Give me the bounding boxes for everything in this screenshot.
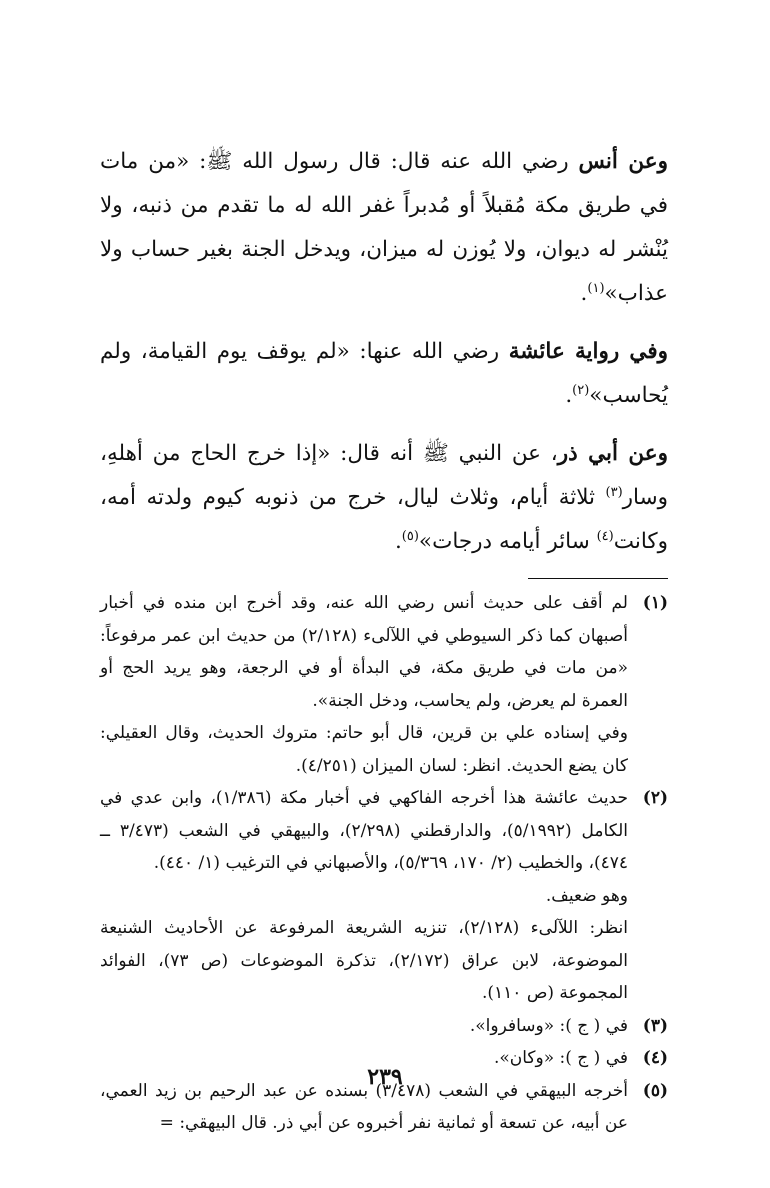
footnote-text: وهو ضعيف. <box>545 885 628 906</box>
footnote-text: لم أقف على حديث أنس رضي الله عنه، وقد أخرج ابن منده في أخبار أصبهان كما ذكر السيوطي في اللآلىء (٢/١٢٨) من حديث ابن عمر مرفوعاً: «من مات في طريق مكة، في البدأة أو في الرجعة، وهو يريد الحج أو العمرة لم يعرض، ولم يحاسب، ودخل الجنة». <box>100 593 628 711</box>
footnote-body <box>100 1010 628 1043</box>
footnote-ref[interactable]: (٢) <box>572 382 590 398</box>
footnotes <box>100 587 668 1140</box>
footnote-number: (٥) <box>642 1080 668 1101</box>
footnote-number: (٣) <box>642 1015 668 1036</box>
hadith-paragraph-abu-dharr <box>100 432 668 564</box>
footnote-text: وفي إسناده علي بن قرين، قال أبو حاتم: متروك الحديث، وقال العقيلي: كان يضع الحديث. انظر: لسان الميزان (٤/٢٥١). <box>100 723 628 776</box>
paragraph-text: سائر أيامه درجات» <box>418 529 597 554</box>
footnote-ref[interactable]: (٥) <box>401 528 419 544</box>
footnote-text: انظر: اللآلىء (٢/١٢٨)، تنزيه الشريعة المرفوعة عن الأحاديث الشنيعة الموضوعة، لابن عراق (٢/١٧٢)، تذكرة الموضوعات (ص ٧٣)، الفوائد المجموعة (ص ١١٠). <box>100 918 629 1003</box>
paragraph-text: ، عن النبي ﷺ أنه قال: «إذا خرج الحاج من أهلهِ، وسار <box>100 441 668 510</box>
hadith-paragraph-aisha <box>100 330 668 418</box>
narrator-name: وعن أنس <box>578 149 668 174</box>
hadith-paragraph-anas <box>100 140 668 316</box>
main-text <box>100 140 668 564</box>
footnote-ref[interactable]: (١) <box>587 280 605 296</box>
footnote-ref[interactable]: (٣) <box>605 484 623 500</box>
footnote-3 <box>100 1010 668 1043</box>
footnote-body <box>100 587 628 782</box>
footnote-divider <box>528 578 668 579</box>
narrator-name: وفي رواية عائشة <box>508 339 668 364</box>
footnote-number: (٢) <box>642 788 668 808</box>
paragraph-end: . <box>394 529 402 554</box>
footnote-1 <box>100 587 668 782</box>
footnote-text: في ( ج ): «وسافروا». <box>469 1015 628 1036</box>
footnote-text: في ( ج ): «وكان». <box>493 1048 628 1068</box>
paragraph-text: رضي الله عنه قال: قال رسول الله ﷺ: «من مات في طريق مكة مُقبلاً أو مُدبراً غفر الله له ما تقدم من ذنبه، ولا يُنْشر له ديوان، ولا يُوزن له ميزان، ويدخل الجنة بغير حساب ولا عذاب» <box>100 149 668 306</box>
paragraph-end: . <box>565 383 573 408</box>
footnote-ref[interactable]: (٤) <box>596 528 614 544</box>
page-number: ٢٣٩ <box>367 1064 403 1090</box>
paragraph-end: . <box>580 281 588 306</box>
footnote-2 <box>100 782 668 1010</box>
footnote-text: حديث عائشة هذا أخرجه الفاكهي في أخبار مكة (١/٣٨٦)، وابن عدي في الكامل (٥/١٩٩٢)، والدارقطني (٢/٢٩٨)، والبيهقي في الشعب (٣/٤٧٣ ــ ٤٧٤)، والخطيب (٢/ ١٧٠، ٥/٣٦٩)، والأصبهاني في الترغيب (١/ ٤٤٠). <box>100 788 628 873</box>
footnote-number: (٤) <box>642 1048 668 1068</box>
paragraph-text: رضي الله عنها: «لم يوقف يوم القيامة، ولم يُحاسب» <box>100 339 668 408</box>
footnote-number: (١) <box>642 593 668 613</box>
footnote-text: أخرجه البيهقي في الشعب (٣/٤٧٨) بسنده عن عبد الرحيم بن زيد العمي، عن أبيه، عن تسعة أو ثمانية نفر أخبروه عن أبي ذر. قال البيهقي: = <box>100 1080 628 1133</box>
footnote-body <box>100 782 628 1010</box>
narrator-name: وعن أبي ذر <box>557 441 668 466</box>
paragraph-text: ثلاثة أيام، وثلاث ليال، خرج من ذنوبه كيوم ولدته أمه، وكانت <box>100 485 668 554</box>
